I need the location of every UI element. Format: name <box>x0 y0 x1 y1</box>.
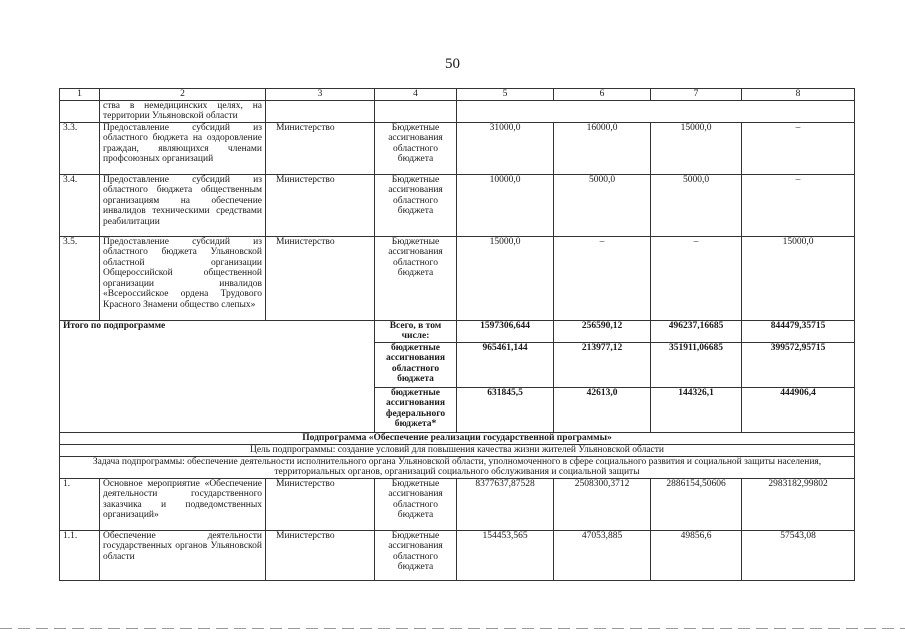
row-description: Обеспечение деятельности государственных органов Ульяновской области <box>100 530 266 580</box>
total-funding-source: Всего, в том числе: <box>375 320 457 342</box>
row-value-6: – <box>554 236 651 320</box>
row-value-7: 15000,0 <box>651 122 742 174</box>
row-funding-source: Бюджетные ассигнования областного бюджета <box>375 478 457 530</box>
page-number: 50 <box>445 56 460 72</box>
section-row <box>60 456 855 478</box>
row-value-6: 5000,0 <box>554 174 651 236</box>
section-title: Подпрограмма «Обеспечение реализации государственной программы» <box>60 432 855 444</box>
column-header: 1 <box>60 89 100 101</box>
total-value-7: 144326,1 <box>651 387 742 432</box>
row-value-8: – <box>742 174 855 236</box>
row-description: Предоставление субсидий из областного бюджета на оздоровление граждан, являющихся членами профсоюзных организаций <box>100 122 266 174</box>
total-value-7: 351911,06685 <box>651 342 742 387</box>
total-value-7: 496237,16685 <box>651 320 742 342</box>
total-value-8: 444906,4 <box>742 387 855 432</box>
row-value-7: 5000,0 <box>651 174 742 236</box>
table-row <box>60 236 855 320</box>
row-number: 3.3. <box>60 122 100 174</box>
row-funding-source: Бюджетные ассигнования областного бюджета <box>375 530 457 580</box>
row-executor: Министерство <box>266 122 375 174</box>
scan-artifact-line <box>0 628 905 629</box>
total-value-5: 631845,5 <box>457 387 554 432</box>
row-value-5: 31000,0 <box>457 122 554 174</box>
total-row <box>60 320 855 342</box>
table-row <box>60 530 855 580</box>
total-label: Итого по подпрограмме <box>60 320 375 432</box>
total-value-6: 42613,0 <box>554 387 651 432</box>
row-value-6: 2508300,3712 <box>554 478 651 530</box>
row-description: Предоставление субсидий из областного бюджета общественным организациям на обеспечение инвалидов техническими средствами реабилитации <box>100 174 266 236</box>
total-value-5: 1597306,644 <box>457 320 554 342</box>
row-executor: Министерство <box>266 236 375 320</box>
section-row <box>60 444 855 456</box>
row-value-7: – <box>651 236 742 320</box>
table-row <box>60 478 855 530</box>
row-number: 1. <box>60 478 100 530</box>
row-number: 3.4. <box>60 174 100 236</box>
row-executor: Министерство <box>266 530 375 580</box>
total-value-6: 256590,12 <box>554 320 651 342</box>
row-value-6: 47053,885 <box>554 530 651 580</box>
row-executor: Министерство <box>266 174 375 236</box>
row-value-6: 16000,0 <box>554 122 651 174</box>
column-header: 8 <box>742 89 855 101</box>
row-value-8: 2983182,99802 <box>742 478 855 530</box>
row-funding-source: Бюджетные ассигнования областного бюджета <box>375 122 457 174</box>
row-value-5: 10000,0 <box>457 174 554 236</box>
row-value-8: 57543,08 <box>742 530 855 580</box>
column-header: 6 <box>554 89 651 101</box>
total-funding-source: бюджетные ассигнования федерального бюджета* <box>375 387 457 432</box>
column-header: 4 <box>375 89 457 101</box>
table-row <box>60 100 855 122</box>
row-value-7: 2886154,50606 <box>651 478 742 530</box>
row-number: 1.1. <box>60 530 100 580</box>
row-value-8: 15000,0 <box>742 236 855 320</box>
row-value-5: 8377637,87528 <box>457 478 554 530</box>
total-funding-source: бюджетные ассигнования областного бюджета <box>375 342 457 387</box>
row-value-5: 15000,0 <box>457 236 554 320</box>
section-row <box>60 432 855 444</box>
column-header: 7 <box>651 89 742 101</box>
row-description: ства в немедицинских целях, на территории Ульяновской области <box>100 100 266 122</box>
table-row <box>60 122 855 174</box>
row-value-8: – <box>742 122 855 174</box>
row-executor: Министерство <box>266 478 375 530</box>
total-value-6: 213977,12 <box>554 342 651 387</box>
row-description: Предоставление субсидий из областного бюджета Ульяновской областной организации Общероссийской общественной организации инвалидов «Всероссийское ордена Трудового Красного Знамени общество слепых» <box>100 236 266 320</box>
row-number: 3.5. <box>60 236 100 320</box>
row-value-7: 49856,6 <box>651 530 742 580</box>
row-description: Основное мероприятие «Обеспечение деятельности государственного заказчика и подведомственных организаций» <box>100 478 266 530</box>
table-row <box>60 174 855 236</box>
column-header: 5 <box>457 89 554 101</box>
column-header: 3 <box>266 89 375 101</box>
total-value-8: 844479,35715 <box>742 320 855 342</box>
subprogram-goal: Цель подпрограммы: создание условий для повышения качества жизни жителей Ульяновской области <box>60 444 855 456</box>
row-funding-source: Бюджетные ассигнования областного бюджета <box>375 236 457 320</box>
column-header: 2 <box>100 89 266 101</box>
budget-table <box>59 88 855 581</box>
total-value-8: 399572,95715 <box>742 342 855 387</box>
row-value-5: 154453,565 <box>457 530 554 580</box>
total-value-5: 965461,144 <box>457 342 554 387</box>
column-header-row <box>60 89 855 101</box>
row-funding-source: Бюджетные ассигнования областного бюджета <box>375 174 457 236</box>
subprogram-task: Задача подпрограммы: обеспечение деятельности исполнительного органа Ульяновской области, уполномоченного в сфере социального развития и социальной защиты населения, территориальных органов, организаций социального обслуживания и социальной защиты <box>60 456 855 478</box>
